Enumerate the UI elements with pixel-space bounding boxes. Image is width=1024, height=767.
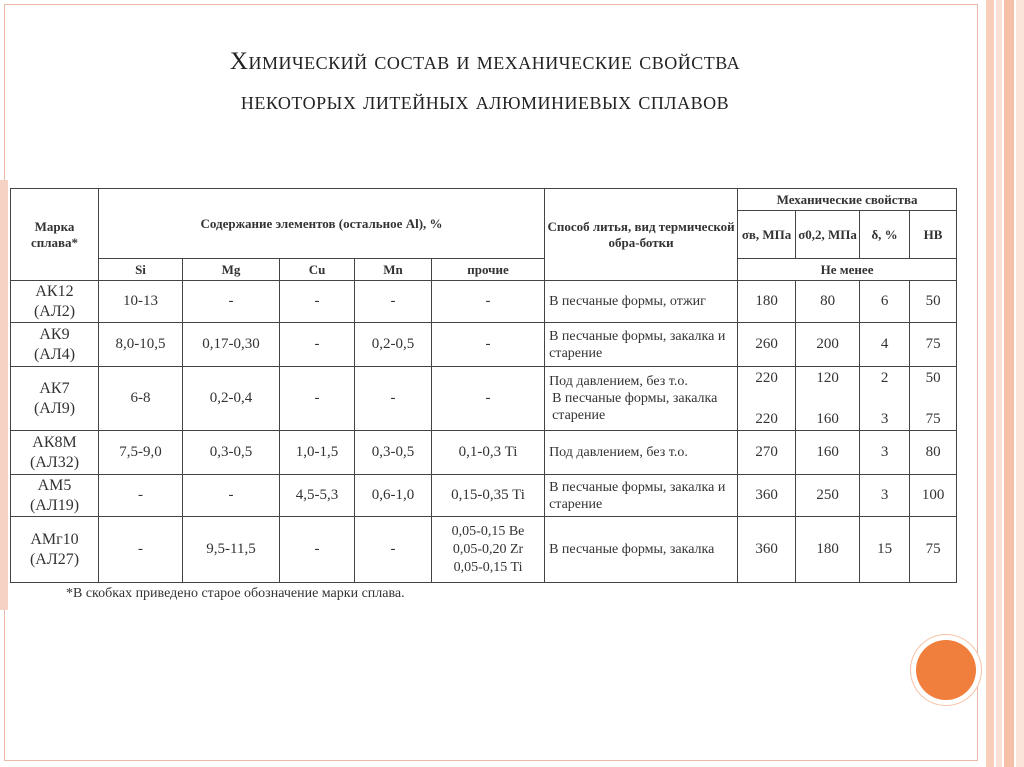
method-cell: В песчаные формы, закалка и старение bbox=[545, 475, 738, 517]
grade-cell bbox=[11, 431, 99, 475]
sigma-b-cell: 270 bbox=[738, 431, 796, 475]
cu-cell: - bbox=[280, 281, 355, 323]
hb-cell: 75 bbox=[910, 517, 957, 583]
table-row bbox=[11, 517, 957, 583]
grade-name: АК9 bbox=[39, 325, 70, 343]
other-cell bbox=[432, 517, 545, 583]
si-cell: 7,5-9,0 bbox=[99, 431, 183, 475]
hb-cell: 80 bbox=[910, 431, 957, 475]
mn-cell: - bbox=[355, 367, 432, 431]
grade-cell bbox=[11, 517, 99, 583]
table-row bbox=[11, 323, 957, 367]
grade-old-name: (АЛ9) bbox=[33, 399, 76, 417]
other-cell: - bbox=[432, 323, 545, 367]
grade-header: Марка сплава* bbox=[11, 189, 99, 281]
grade-cell bbox=[11, 323, 99, 367]
title-line-1: Химический состав и механические свойства bbox=[229, 48, 741, 75]
si-cell: 10-13 bbox=[99, 281, 183, 323]
sigma-b-cell: 260 bbox=[738, 323, 796, 367]
other-cell: 0,1-0,3 Ti bbox=[432, 431, 545, 475]
grade-old-name: (АЛ27) bbox=[29, 550, 80, 568]
method-cell: В песчаные формы, закалка и старение bbox=[545, 323, 738, 367]
table-row bbox=[11, 475, 957, 517]
grade-cell bbox=[11, 475, 99, 517]
element-mg-header: Mg bbox=[183, 259, 280, 281]
table-row bbox=[11, 431, 957, 475]
decor-stripe bbox=[996, 0, 1002, 767]
mg-cell: - bbox=[183, 281, 280, 323]
value-b: 220 bbox=[755, 410, 778, 427]
other-cell: - bbox=[432, 367, 545, 431]
hb-header: НВ bbox=[910, 211, 957, 259]
grade-name: АК12 bbox=[35, 282, 74, 300]
table-row bbox=[11, 367, 957, 431]
header-row bbox=[11, 189, 957, 211]
decor-circle bbox=[916, 640, 976, 700]
title-line-2: некоторых литейных алюминиевых сплавов bbox=[240, 88, 730, 115]
grade-old-name: (АЛ2) bbox=[33, 302, 76, 320]
method-cell: В песчаные формы, закалка bbox=[545, 517, 738, 583]
value-b: 3 bbox=[880, 410, 889, 427]
delta-cell bbox=[860, 367, 910, 431]
other-line: 0,05-0,20 Zr bbox=[452, 541, 524, 557]
mg-cell: 0,2-0,4 bbox=[183, 367, 280, 431]
mn-cell: 0,2-0,5 bbox=[355, 323, 432, 367]
element-mn-header: Mn bbox=[355, 259, 432, 281]
not-less-header: Не менее bbox=[738, 259, 957, 281]
other-line: 0,05-0,15 Ti bbox=[453, 559, 523, 575]
hb-cell: 50 bbox=[910, 281, 957, 323]
delta-cell: 15 bbox=[860, 517, 910, 583]
value-b: 75 bbox=[925, 410, 941, 427]
sigma-02-cell: 250 bbox=[796, 475, 860, 517]
method-cell: Под давлением, без т.о. bbox=[545, 431, 738, 475]
value-a: 50 bbox=[925, 369, 941, 386]
sigma-b-header: σв, МПа bbox=[738, 211, 796, 259]
grade-name: АМ5 bbox=[37, 476, 72, 494]
sigma-b-cell: 360 bbox=[738, 517, 796, 583]
decor-stripe bbox=[1016, 0, 1024, 767]
slide-title bbox=[60, 42, 910, 122]
other-line: 0,05-0,15 Be bbox=[451, 523, 525, 539]
si-cell: 8,0-10,5 bbox=[99, 323, 183, 367]
decor-stripe bbox=[986, 0, 994, 767]
other-cell: - bbox=[432, 281, 545, 323]
mg-cell: 9,5-11,5 bbox=[183, 517, 280, 583]
mg-cell: - bbox=[183, 475, 280, 517]
mn-cell: - bbox=[355, 517, 432, 583]
method-cell: В песчаные формы, отжиг bbox=[545, 281, 738, 323]
delta-cell: 3 bbox=[860, 431, 910, 475]
value-a: 120 bbox=[816, 369, 839, 386]
other-cell: 0,15-0,35 Ti bbox=[432, 475, 545, 517]
grade-old-name: (АЛ19) bbox=[29, 496, 80, 514]
sigma-02-cell bbox=[796, 367, 860, 431]
mg-cell: 0,3-0,5 bbox=[183, 431, 280, 475]
method-variant-a: Под давлением, без т.о. bbox=[549, 374, 688, 389]
value-a: 2 bbox=[880, 369, 889, 386]
value-b: 160 bbox=[816, 410, 839, 427]
grade-name: АК7 bbox=[39, 379, 70, 397]
si-cell: - bbox=[99, 517, 183, 583]
sigma-02-cell: 180 bbox=[796, 517, 860, 583]
element-si-header: Si bbox=[99, 259, 183, 281]
mn-cell: 0,6-1,0 bbox=[355, 475, 432, 517]
grade-name: АМг10 bbox=[30, 530, 79, 548]
mn-cell: 0,3-0,5 bbox=[355, 431, 432, 475]
decor-stripe bbox=[1004, 0, 1014, 767]
sigma-02-cell: 160 bbox=[796, 431, 860, 475]
value-a: 220 bbox=[755, 369, 778, 386]
si-cell: 6-8 bbox=[99, 367, 183, 431]
hb-cell bbox=[910, 367, 957, 431]
grade-old-name: (АЛ4) bbox=[33, 345, 76, 363]
sigma-b-cell: 180 bbox=[738, 281, 796, 323]
sigma-b-cell: 360 bbox=[738, 475, 796, 517]
cu-cell: 1,0-1,5 bbox=[280, 431, 355, 475]
cu-cell: 4,5-5,3 bbox=[280, 475, 355, 517]
sigma-b-cell bbox=[738, 367, 796, 431]
element-other-header: прочие bbox=[432, 259, 545, 281]
mg-cell: 0,17-0,30 bbox=[183, 323, 280, 367]
left-accent-bar bbox=[0, 180, 8, 610]
delta-cell: 3 bbox=[860, 475, 910, 517]
header-row bbox=[11, 259, 957, 281]
delta-cell: 6 bbox=[860, 281, 910, 323]
footnote: *В скобках приведено старое обозначение марки сплава. bbox=[66, 586, 405, 601]
delta-header: δ, % bbox=[860, 211, 910, 259]
hb-cell: 75 bbox=[910, 323, 957, 367]
si-cell: - bbox=[99, 475, 183, 517]
mn-cell: - bbox=[355, 281, 432, 323]
grade-cell bbox=[11, 281, 99, 323]
alloys-table bbox=[10, 188, 957, 583]
delta-cell: 4 bbox=[860, 323, 910, 367]
sigma-02-cell: 80 bbox=[796, 281, 860, 323]
grade-old-name: (АЛ32) bbox=[29, 453, 80, 471]
cu-cell: - bbox=[280, 323, 355, 367]
sigma-02-header: σ0,2, МПа bbox=[796, 211, 860, 259]
method-variant-b: В песчаные формы, закалка старение bbox=[552, 391, 718, 423]
cu-cell: - bbox=[280, 367, 355, 431]
hb-cell: 100 bbox=[910, 475, 957, 517]
method-header: Способ литья, вид термической обра-ботки bbox=[545, 189, 738, 281]
cu-cell: - bbox=[280, 517, 355, 583]
sigma-02-cell: 200 bbox=[796, 323, 860, 367]
mech-header: Механические свойства bbox=[738, 189, 957, 211]
method-cell bbox=[545, 367, 738, 431]
table-row bbox=[11, 281, 957, 323]
grade-cell bbox=[11, 367, 99, 431]
element-cu-header: Cu bbox=[280, 259, 355, 281]
composition-header: Содержание элементов (остальное Al), % bbox=[99, 189, 545, 259]
grade-name: АК8М bbox=[32, 433, 77, 451]
